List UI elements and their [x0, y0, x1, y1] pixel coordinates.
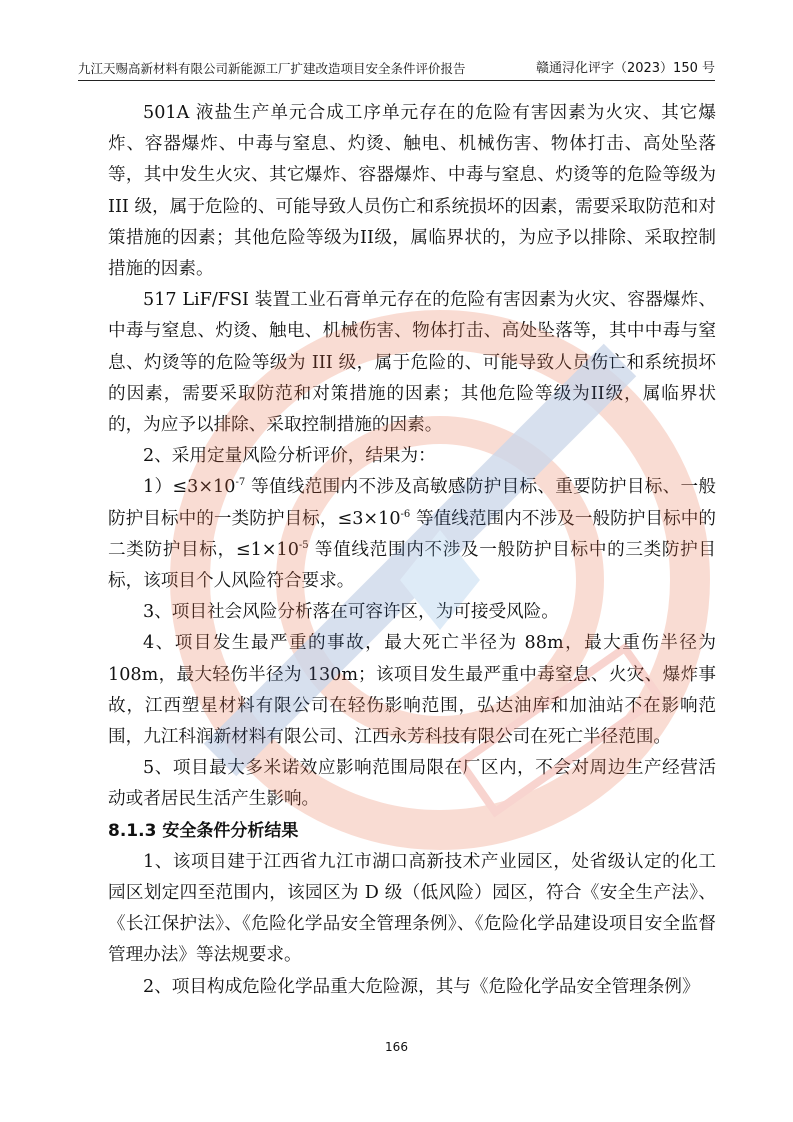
risk-text-b: 等值线范围内不涉及高敏感防护目标、重要防护目标、一般防护目标中的一类防护目标，≤3×10 [108, 477, 716, 529]
paragraph-quant-intro: 2、采用定量风险分析评价，结果为： [143, 446, 436, 467]
paragraph-site-location: 1、该项目建于江西省九江市湖口高新技术产业园区，处省级认定的化工园区划定四至范围内，该园区为 D 级（低风险）园区，符合《安全生产法》、《长江保护法》、《危险化学品安全管理条例》、《危险化学品建设项目安全监督管理办法》等法规要求。 [108, 851, 716, 966]
risk-text-a: 1）≤3×10 [143, 477, 236, 498]
paragraph-517: 517 LiF/FSI 装置工业石膏单元存在的危险有害因素为火灾、容器爆炸、中毒与窒息、灼烫、触电、机械伤害、物体打击、高处坠落等，其中中毒与窒息、灼烫等的危险等级为 III 级，属于危险的、可能导致人员伤亡和系统损坏的因素，需要采取防范和对策措施的因素；其他危险等级为II级，属临界状的，为应予以排除、采取控制措施的因素。 [108, 290, 716, 436]
paragraph-domino-effect: 5、项目最大多米诺效应影响范围局限在厂区内，不会对周边生产经营活动或者居民生活产生影响。 [108, 758, 716, 810]
paragraph-social-risk: 3、项目社会风险分析落在可容许区，为可接受风险。 [143, 602, 559, 623]
risk-exp-3: -5 [298, 539, 309, 551]
header-report-title: 九江天赐高新材料有限公司新能源工厂扩建改造项目安全条件评价报告 [78, 61, 466, 76]
risk-text-d: 等值线范围内不涉及一般防护目标中的三类防护目标，该项目个人风险符合要求。 [108, 539, 716, 592]
paragraph-accident-radius: 4、项目发生最严重的事故，最大死亡半径为 88m，最大重伤半径为 108m，最大轻伤半径为 130m；该项目发生最严重中毒窒息、火灾、爆炸事故，江西塑星材料有限公司在轻伤影响范围，弘达油库和加油站不在影响范围，九江科润新材料有限公司、江西永芳科技有限公司在死亡半径范围。 [108, 633, 716, 748]
header-report-number: 赣通浔化评字（2023）150 号 [535, 61, 715, 76]
section-heading: 8.1.3 安全条件分析结果 [108, 820, 299, 841]
paragraph-501a: 501A 液盐生产单元合成工序单元存在的危险有害因素为火灾、其它爆炸、容器爆炸、中毒与窒息、灼烫、触电、机械伤害、物体打击、高处坠落等，其中发生火灾、其它爆炸、容器爆炸、中毒与窒息、灼烫等的危险等级为 III 级，属于危险的、可能导致人员伤亡和系统损坏的因素，需要采取防范和对策措施的因素；其他危险等级为II级，属临界状的，为应予以排除、采取控制措施的因素。 [108, 103, 716, 280]
paragraph-individual-risk [108, 472, 716, 597]
body-content [108, 98, 716, 1003]
paragraph-major-hazard: 2、项目构成危险化学品重大危险源，其与《危险化学品安全管理条例》 [143, 976, 700, 997]
risk-text-c: 等值线范围内不涉及一般防护目标中的二类防护目标，≤1×10 [108, 508, 716, 560]
page-header [78, 60, 715, 81]
risk-exp-2: -6 [400, 508, 411, 520]
page-number: 166 [385, 1040, 408, 1054]
risk-exp-1: -7 [235, 477, 246, 489]
